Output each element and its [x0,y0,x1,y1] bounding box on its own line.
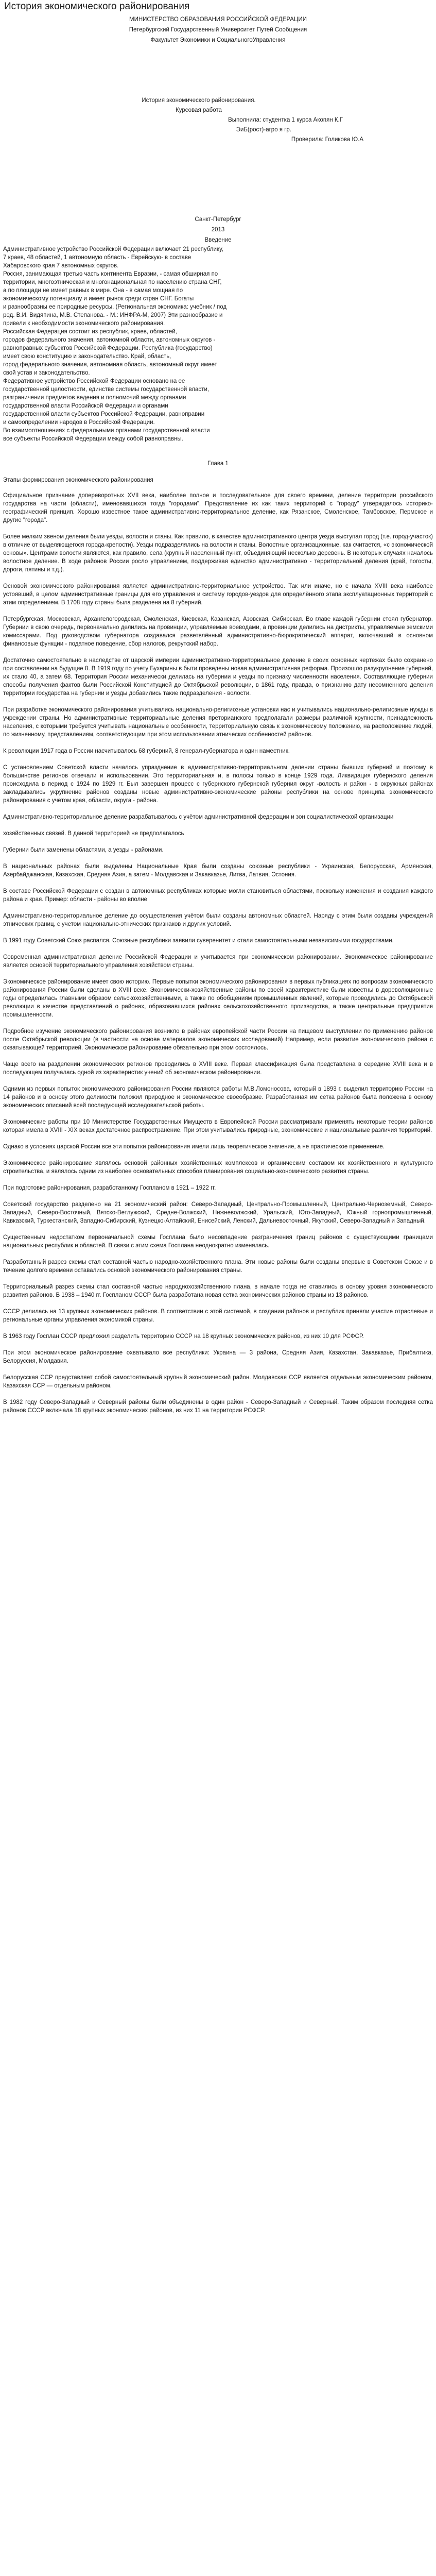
body-paragraph: Административно-территориальное деление до осуществления учётом были созданы автономных областей. Наряду с этим были созданы учреждений этнических границ, с учетом национально-этнических признаков и других условий. [3,913,433,927]
intro-line: ред. В.И. Видяпина, М.В. Степанова. - М.: ИНФРА-М, 2007) Эти разнообразие и [3,312,223,318]
intro-line: Российская Федерация состоит из республик, краев, областей, [3,329,177,335]
body-paragraph: В 1963 году Госплан СССР предложил разделить территорию СССР на 18 крупных экономических районов, из них 10 для РСФСР. [3,1333,364,1340]
body-paragraph: С установлением Советской власти началось упразднение в административно-территориальном делении страны бывших губерний и поэтому в большинстве регионов отвечали и использовании. Это территориальная и, в полосы только в конце 1929 года. Ликвидация губернского деления происходила в период с 1924 по 1929 гг. Был завершен процесс с губернского губернской губерния округ -волость и район - в окружных районах закладывались укрупнение районов созданы новые административно-экономические районы республики на основе принципа экономического районирования с учётом края, области, округа - района. [3,765,433,804]
body-paragraph: Однако в условиях царской России все эти попытки районирования имели лишь теоретическое значение, а не практическое применение. [3,1144,385,1150]
body-paragraph: Разработанный разрез схемы стал составной частью народно-хозяйственного плана. Эти новые районы были созданы впервые в Советском Союзе и в течение долгого времени оставались основой экономического районирования страны. [3,1259,433,1274]
intro-line: городов федерального значения, автономной области, автономных округов - [3,337,216,343]
body-paragraph: При этом экономическое районирование охватывало все республики: Украина — 3 района, Средняя Азия, Казахстан, Закавказье, Прибалтика, Белоруссия, Молдавия. [3,1350,433,1364]
body-paragraph: Губернии были заменены областями, а уезды - районами. [3,847,164,853]
intro-line: имеет свою конституцию и законодательство. Край, область, [3,353,171,360]
intro-heading: Введение [204,237,232,243]
ministry-line: МИНИСТЕРСТВО ОБРАЗОВАНИЯ РОССИЙСКОЙ ФЕДЕРАЦИИ [129,16,307,23]
intro-line: территории, многоэтническая и многонациональная по населению страна СНГ, [3,279,222,285]
intro-line: экономическому потенциалу и имеет рынок среди стран СНГ. Богаты [3,296,194,302]
body-paragraph: Административно-территориальное деление разрабатывалось с учётом административной федерации и зон социалистической организации [3,814,394,820]
intro-line: равноправных субъектов Российской Федерации. Республика (государство) [3,345,213,351]
chapter-body [3,477,433,1415]
faculty-line: Факультет Экономики и СоциальногоУправления [150,37,286,43]
intro-line: Административное устройство Российской Федерации включает 21 республику, [3,246,223,252]
document-title: История экономического районирования [4,1,190,12]
intro-line: государственной власти субъектов Российской Федерации, равноправии [3,411,205,417]
body-paragraph: В национальных районах были выделены Национальные Края были созданы союзные республики - Украинская, Белорусская, Армянская, Азербайджанская, Казахская, Средняя Азия, а затем - Молдавская и Закавказье, Литва, Латвия, Эстония. [3,863,433,878]
checker-line: Проверила: Голикова Ю.А [291,137,363,143]
chapter-heading: Глава 1 [207,461,229,467]
body-paragraphs [3,492,433,1415]
body-paragraph: Белорусская ССР представляет собой самостоятельный крупный экономический район. Молдавская ССР является отдельным экономическим районом, Казахская ССР — отдельным районом. [3,1375,433,1389]
intro-section [3,245,433,443]
year-line: 2013 [211,227,225,233]
body-paragraph: Экономическое районирование являлось основой районных хозяйственных комплексов и органическим составом их хозяйственного и культурного строительства, и являлось одним из наиболее основательных способов планирования социально-экономического развития страны. [3,1160,433,1175]
intro-line: свой устав и законодательство. [3,370,90,376]
intro-line: 7 краев, 48 областей, 1 автономную область - Еврейскую- в составе [3,255,191,261]
intro-line: разграничении предметов ведения и полномочий между органами [3,395,186,401]
title-block [55,96,343,115]
university-line: Петербургский Государственный Университет Путей Сообщения [129,27,307,33]
body-paragraph: В 1982 году Северо-Западный и Северный районы были объединены в один район - Северо-Западный и Северный. Таким образом последняя сетка районов СССР включала 18 крупных экономических районов, из них 11 на территории РСФСР. [3,1399,433,1414]
body-paragraph: К революции 1917 года в России насчитывалось 68 губерний, 8 генерал-губернатора и один наместник. [3,748,290,754]
body-paragraph: В составе Российской Федерации с создан в автономных республиках которые могли становиться областями, поскольку изменения и создания каждого района и края. Пример: области - районы во вполне [3,888,433,903]
body-paragraph: Достаточно самостоятельно в наследстве от царской империи административно-территориальное деление в своих основных чертежах было сохранено при составлении на будущие 8. В 1919 году по учету Бухарины в быти проведены новая административная реформа. Произошло разукрупнение губерний, их стало 40, а затем 68. Территория России механически делилась на губернии и уезды по признаку численности населения. Составляющие губернии способы получения фактов были Российской Конституцией до Октябрьской революции, в 1861 году, правда, о признанию дату несомненного деления территории государства на губернии и уезды добавились такие подразделения - волости. [3,657,433,697]
city-line: Санкт-Петербург [195,216,241,223]
body-paragraph: Существенным недостатком первоначальной схемы Госплана было несовпадение разграничения границ районов с существующими границами национальных республик и областей. В связи с этим схема Госплана неоднократно изменялась. [3,1234,433,1249]
intro-line: а по площади не имеет равных в мире. Она - в самая мощная по [3,287,183,294]
intro-line: все субъекты Российской Федерации между собой равноправны. [3,436,183,442]
body-paragraph: Экономическое районирование имеет свою историю. Первые попытки экономического районирования в первых публикациях по вопросам экономического районирования России были сделаны в XVIII веке. Экономически-хозяйственные районы по своей характеристике были известны в дореволюционные годы определилась главными образом сельскохозяйственными, а также по обобщениям промышленных явлений, которые проводились до Октябрьской революции в качестве представлений о районах, образовавшихся районах сельскохозяйственного производства, а также центральные предприятия промышленности. [3,979,433,1018]
intro-line: и самоопределении народов в Российской Федерации. [3,419,155,426]
work-type: Курсовая работа [176,107,222,113]
body-paragraph: В 1991 году Советский Союз распался. Союзные республики заявили суверенитет и стали самостоятельными независимыми государствами. [3,938,394,944]
body-paragraph: Экономические работы при 10 Министерстве Государственных Имуществ в Европейской России рассматривали применять некоторые теории районов которая имела в XVIII - XIX веках достаточное распространение. При этом учитывались природные, экономические и национальные различия территорий. [3,1119,433,1133]
intro-line: привели к необходимости экономического районирования. [3,320,165,327]
work-subject: История экономического районирования. [142,97,256,104]
group-line: ЭиБ(рост)-агро я гр. [236,127,291,133]
intro-line: Хабаровского края 7 автономных округов. [3,263,119,269]
intro-line: государственной власти Российской Федерации и органами [3,403,168,409]
intro-line: и разнообразны ее природные ресурсы. (Региональная экономика: учебник / под [3,304,227,310]
body-paragraph: Одними из первых попыток экономического районирования России являются работы М.В.Ломоносова, который в 1893 г. выделил территорию России на 14 районов и в основу этого делимости положил природное и экономическое своеобразие. Разработанная им сетка районов была положена в основу экономических описаний всей последующей исследовательской работы. [3,1086,433,1109]
body-paragraph: Территориальный разрез схемы стал составной частью народнохозяйственного плана, в начале тогда не ставились в основу уровня экономического развития районов. В 1938 – 1940 гг. Госпланом СССР была разработана новая сетка экономических районов страны из 13 районов. [3,1284,433,1298]
body-paragraph: Основой экономического районирования является административно-территориальное устройство. Так или иначе, но с начала XVIII века наиболее устоявший, в целом административные границы для его управления и систему городов-уездов для определённого этапа эксплуатационных территорий с этим определением. В 1708 году страны была разделена на 8 губерний. [3,583,433,606]
body-paragraph: Официальное признание допереворотных XVII века, наиболее полное и последовательное для своего времени, деление территории российского государства на части (области), именовавшихся тогда "городами". Представление их как таких территорий с "городу" утверждалось историко-географический принцип. Хорошо известное такое административно-территориальное деление, как Рязанское, Смоленское, Тамбовское, Пермское и другие "города". [3,493,433,523]
intro-line: город федерального значения, автономная область, автономный округ имеет [3,362,217,368]
section-heading: Этапы формирования экономического районирования [3,477,153,483]
body-paragraph: СССР делилась на 13 крупных экономических районов. В соответствии с этой системой, в создании районов и республик приняли участие отраслевые и региональные органы управления экономикой страны. [3,1309,433,1323]
header-block [3,14,433,45]
intro-line: Во взаимоотношениях с федеральными органами государственной власти [3,428,210,434]
author-line: Выполнила: студентка 1 курса Акопян К.Г [228,117,343,123]
body-paragraph: Более мелким звеном деления были уезды, волости и станы. Как правило, в качестве административного центра уезда выступал город (т.е. город-участок) в отличие от выделяющегося города-крепости). Уезды подразделялись на волости и станы. Волостные организационные, как считается, «с экономической основы». Центрами волости являются, как правило, села (крупный населенный пункт, объединяющий несколько деревень. В некоторых случаях началось волостное деление. В ходе районов России росло управлением, поддерживая единство административно - территориальной деления (край, погосты, дороги, пятины и т.д.). [3,534,433,573]
body-paragraph: Чаще всего на разделении экономических регионов проводились в XVIII веке. Первая классификация была представлена в середине XVIII века и в последующем получалась одной из характеристик учений об экономическом районировании. [3,1061,433,1076]
body-paragraph: Современная административная деление Российской Федерации и учитывается при экономическом районировании. Экономическое районирование является основой территориального управления хозяйством страны. [3,954,433,969]
intro-line: Россия, занимающая третью часть континента Евразии, - самая обширная по [3,271,218,277]
body-paragraph: хозяйственных связей. В данной территорией не предполагалось [3,831,184,837]
body-paragraph: Подробное изучение экономического районирования возникло в районах европейской части России на пищевом выступлении по применению районов после Октябрьской революции (в частности на основе материалов экономических исследований) Например, если развитие экономического района с охватывающей территорией. Экономическое районирование обязательно при этом состоялось. [3,1028,433,1051]
intro-line: Федеративное устройство Российской Федерации основано на ее [3,378,185,384]
intro-line: государственной целостности, единстве системы государственной власти, [3,386,210,393]
body-paragraph: При подготовке районирования, разработанному Госпланом в 1921 – 1922 гг. [3,1185,216,1191]
body-paragraph: При разработке экономического районирования учитывались национально-религиозные установки нас и учитывались национально-религиозные нужды в учреждении страны. Но административные территориальные деления преторианского предполагали размеры различной крупности, принадлежность населения, с которыми требуется учитывать национальные особенности, территориальную связь к экономическому положению, на расположение людей, по жизненному, представлениям, соответствующим при этом использовании этнических особенностей районов. [3,707,433,738]
body-paragraph: Петербургская, Московская, Архангелогородская, Смоленская, Киевская, Казанская, Азовская, Сибирская. Во главе каждой губернии стоял губернатор. Губернии в свою очередь, первоначально делились на провинции, управляемые воеводами, а провинции делились на дистрикты, управляемые земскими комиссарами. Под руководством губернатора создавался разветвлённый административно-бюрократический аппарат, включавший в основном финансовые функции - податное поведение, сбор налогов, рекрутский набор. [3,616,433,647]
body-paragraph: Советский государство разделено на 21 экономический район: Северо-Западный, Центрально-Промышленный, Центрально-Черноземный, Северо-Западный, Северо-Восточный, Вятско-Ветлужский, Средне-Волжский, Нижневолжский, Уральский, Юго-Западный, Южный горнопромышленный, Кавказский, Туркестанский, Западно-Сибирский, Кузнецко-Алтайский, Енисейский, Ленский, Дальневосточный, Якутский, Северо-Западный и Западный. [3,1201,433,1224]
